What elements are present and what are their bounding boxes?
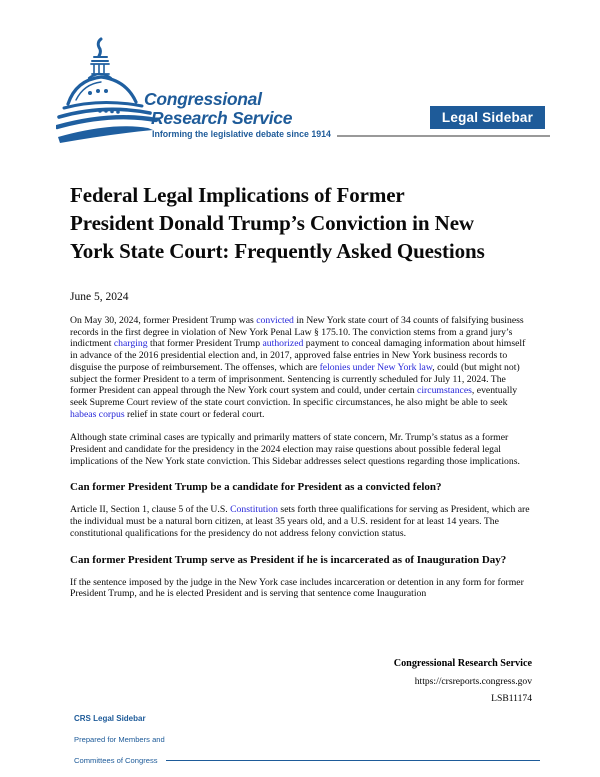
inline-link[interactable]: convicted [256,315,294,326]
legal-sidebar-badge: Legal Sidebar [430,106,545,129]
section-heading: Can former President Trump be a candidate for President as a convicted felon? [70,481,442,494]
document-body [70,315,533,612]
page-title-line: President Donald Trump’s Conviction in New [70,211,474,235]
inline-link[interactable]: circumstances [417,385,472,397]
text-segment: in New York state court of 34 counts of falsifying business records in the first degree in violation of New York Penal Law § 175.10. The conviction stems from a grand jury’s indictment [70,315,524,350]
tagline-row [152,129,550,139]
section-heading: Can former President Trump serve as President if he is incarcerated as of Inauguration Day? [70,553,507,566]
footer-rule [166,760,540,762]
body-paragraph [70,504,533,539]
footer-org: Congressional Research Service [393,658,532,669]
org-name-line1: Congressional [144,89,262,109]
footer-prepared-line1: Prepared for Members and [74,735,165,744]
page-title-line: York State Court: Frequently Asked Questions [70,239,485,263]
inline-link[interactable]: charging [113,338,148,350]
text-segment: If the sentence imposed by the judge in the New York case includes incarceration or detention in any form for former President Trump, and he is elected President and is serving that sentence come Inauguration [70,576,524,600]
header-rule [337,135,550,137]
org-tagline: Informing the legislative debate since 1914 [152,129,331,139]
inline-link[interactable]: authorized [262,338,304,350]
text-segment: that former President Trump [147,338,263,350]
org-wordmark [144,90,292,127]
inline-link[interactable]: felonies under New York law [319,361,433,373]
footer-prepared-line2: Committees of Congress [74,756,158,765]
footer-series-label: CRS Legal Sidebar [74,714,146,723]
inline-link[interactable]: Constitution [230,504,278,516]
org-name-line2: Research Service [151,107,293,128]
footer-url: https://crsreports.congress.gov [414,675,532,687]
text-segment: On May 30, 2024, former President Trump was [70,315,257,326]
document-date: June 5, 2024 [70,291,129,303]
footer-series-block [74,714,540,765]
inline-link[interactable]: habeas corpus [70,408,125,420]
text-segment: sets forth three qualifications for serving as President, which are the individual must be a natural born citizen, at least 35 years old, and a U.S. resident for at least 14 years. The constitutional qualifications for the presidency do not address felony conviction status. [70,504,530,539]
footer-doc-number: LSB11174 [491,693,532,704]
page-title [70,181,560,265]
text-segment: payment to conceal damaging information about himself in advance of the 2016 presidential election and, in 2017, approved false entries in New York business records to disguise the purpose of reimbursement. The offenses, which are [70,338,526,373]
text-segment: Article II, Section 1, clause 5 of the U.S. [70,504,231,516]
text-segment: , eventually seek Supreme Court review of the state court conviction. In specific circumstances, he also might be able to seek [70,385,518,408]
text-segment: Although state criminal cases are typically and primarily matters of state concern, Mr. Trump’s status as a former President and candidate for the presidency in the 2024 election may raise questions about possible federal legal implications of the New York state conviction. This Sidebar addresses select questions regarding those implications. [70,432,520,467]
text-segment: , could (but might not) subject the former President to a term of imprisonment. Sentencing is currently scheduled for July 11, 2024. The former President can appeal through the New York court system and could, under certain [70,361,520,397]
footer-attribution [394,655,532,708]
page-title-line: Federal Legal Implications of Former [70,183,405,207]
body-paragraph [70,432,533,467]
body-paragraph [70,577,533,600]
text-segment: relief in state court or federal court. [124,408,265,420]
body-paragraph [70,315,533,420]
